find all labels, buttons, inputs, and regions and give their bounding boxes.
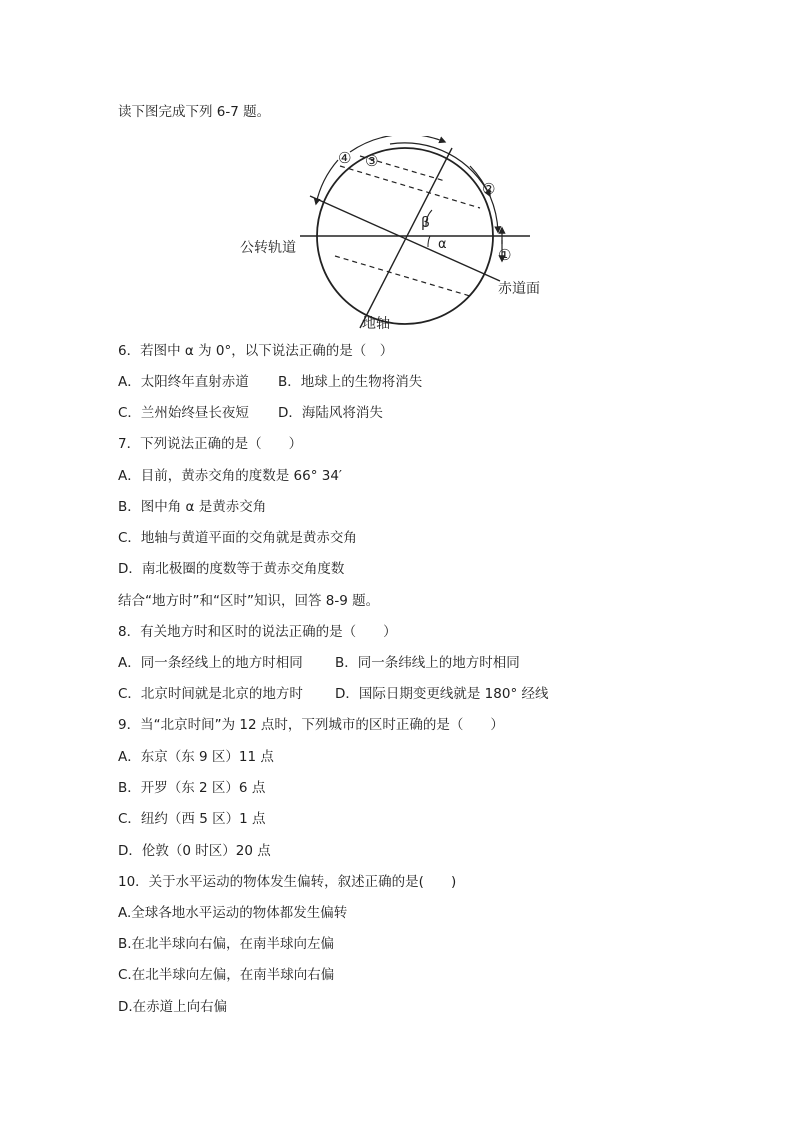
q9-option-d: D．伦敦（0 时区）20 点 [118, 843, 271, 859]
q8-option-c: C．北京时间就是北京的地方时 [118, 686, 303, 702]
q10-option-b: B.在北半球向右偏，在南半球向左偏 [118, 936, 335, 952]
marker-1: ① [498, 246, 512, 264]
q6-option-b: B．地球上的生物将消失 [278, 374, 423, 390]
q10-option-a: A.全球各地水平运动的物体都发生偏转 [118, 905, 348, 921]
q9-option-c: C．纽约（西 5 区）1 点 [118, 811, 266, 827]
q8-option-b: B．同一条纬线上的地方时相同 [335, 655, 520, 671]
q7-stem: 7．下列说法正确的是（ ） [118, 436, 303, 452]
orbit-label: 公转轨道 [240, 240, 296, 256]
q10-option-d: D.在赤道上向右偏 [118, 999, 228, 1015]
q7-option-c: C．地轴与黄道平面的交角就是黄赤交角 [118, 530, 357, 546]
q7-option-d: D．南北极圈的度数等于黄赤交角度数 [118, 561, 345, 577]
equator-label: 赤道面 [498, 281, 540, 297]
intro-questions-8-9: 结合“地方时”和“区时”知识，回答 8-9 题。 [118, 593, 380, 609]
q10-option-c: C.在北半球向左偏，在南半球向右偏 [118, 967, 335, 983]
q6-option-d: D．海陆风将消失 [278, 405, 383, 421]
tropic-north-dashed [340, 166, 480, 208]
diagram-svg [230, 136, 570, 336]
q9-stem: 9．当“北京时间”为 12 点时，下列城市的区时正确的是（ ） [118, 717, 504, 733]
q6-option-a: A．太阳终年直射赤道 [118, 374, 249, 390]
beta-label: β [421, 215, 430, 231]
q6-stem: 6．若图中 α 为 0°，以下说法正确的是（ ） [118, 343, 394, 359]
arrow-4-top [350, 136, 445, 152]
q9-option-b: B．开罗（东 2 区）6 点 [118, 780, 266, 796]
axis-label: 地轴 [362, 316, 390, 332]
marker-2: ② [482, 180, 496, 198]
q8-option-d: D．国际日期变更线就是 180° 经线 [335, 686, 549, 702]
q6-option-c: C．兰州始终昼长夜短 [118, 405, 249, 421]
q9-option-a: A．东京（东 9 区）11 点 [118, 749, 274, 765]
q8-stem: 8．有关地方时和区时的说法正确的是（ ） [118, 624, 397, 640]
tropic-south-dashed [335, 256, 470, 296]
q7-option-b: B．图中角 α 是黄赤交角 [118, 499, 267, 515]
alpha-label: α [438, 237, 447, 252]
q8-option-a: A．同一条经线上的地方时相同 [118, 655, 303, 671]
marker-3: ③ [365, 152, 379, 170]
intro-questions-6-7: 读下图完成下列 6-7 题。 [118, 104, 271, 120]
q10-stem: 10．关于水平运动的物体发生偏转，叙述正确的是( ) [118, 874, 457, 890]
alpha-arc [428, 236, 430, 247]
q7-option-a: A．目前，黄赤交角的度数是 66° 34′ [118, 468, 342, 484]
earth-orbit-diagram [230, 136, 570, 336]
marker-4: ④ [338, 149, 352, 167]
